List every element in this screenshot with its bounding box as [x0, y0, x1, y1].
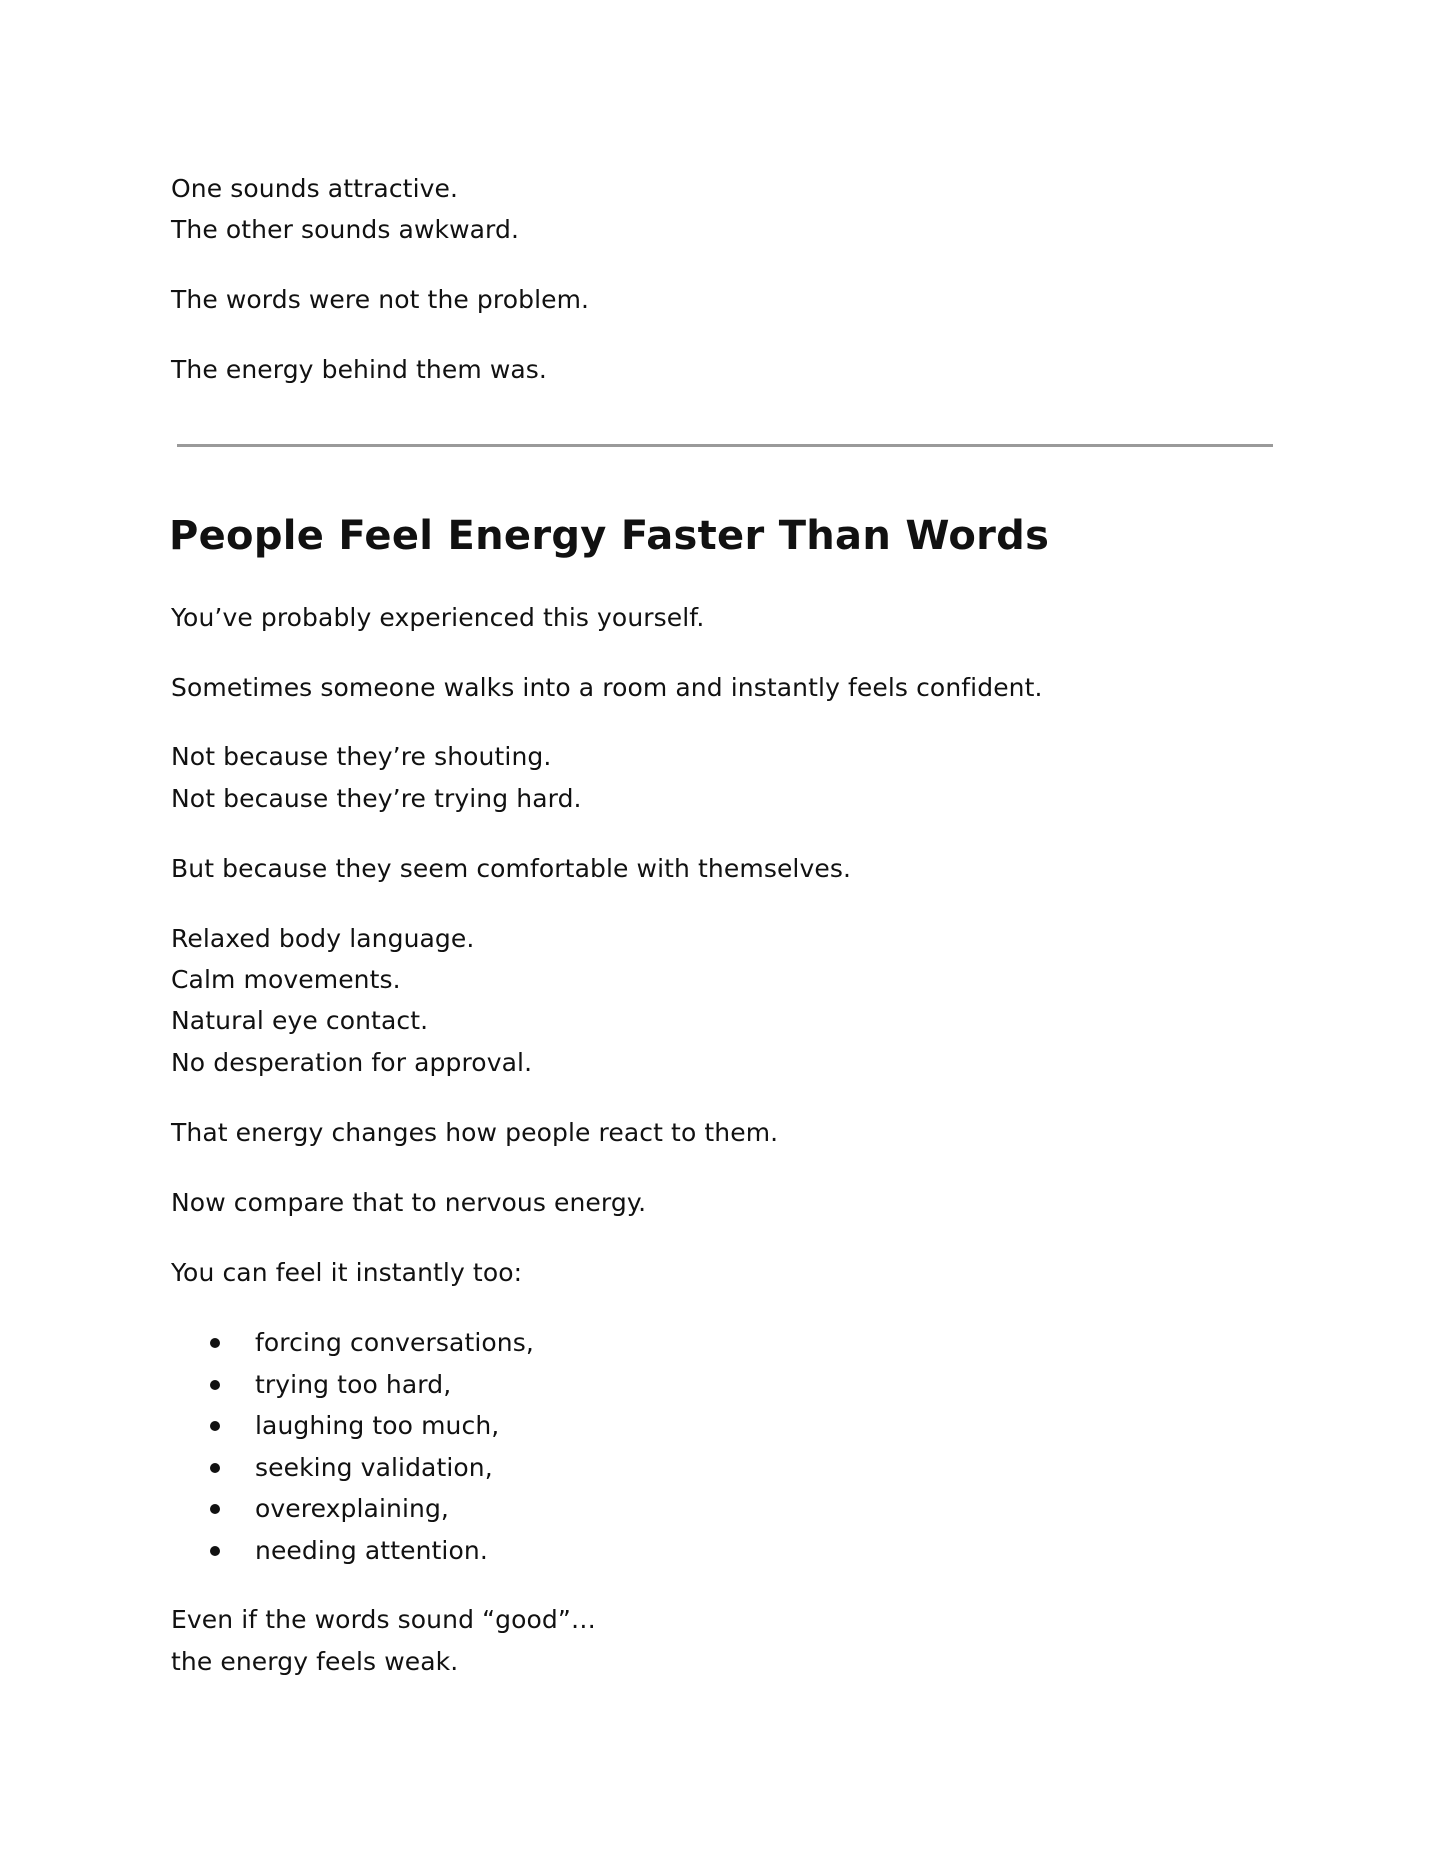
paragraph: Not because they’re shouting. [171, 742, 552, 771]
paragraph: You’ve probably experienced this yourself. [171, 603, 705, 632]
paragraph: Now compare that to nervous energy. [171, 1188, 647, 1217]
paragraph: Relaxed body language. [171, 924, 475, 953]
list-item-text: trying too hard, [255, 1370, 452, 1399]
bullet-icon [210, 1380, 220, 1390]
bullet-icon [210, 1421, 220, 1431]
paragraph: Sometimes someone walks into a room and instantly feels confident. [171, 673, 1043, 702]
horizontal-divider [177, 444, 1273, 447]
list-item-text: laughing too much, [255, 1411, 500, 1440]
bullet-icon [210, 1463, 220, 1473]
section-heading: People Feel Energy Faster Than Words [169, 513, 1050, 559]
list-item-text: forcing conversations, [255, 1328, 534, 1357]
list-item-text: needing attention. [255, 1536, 488, 1565]
bullet-icon [210, 1504, 220, 1514]
paragraph: That energy changes how people react to them. [171, 1118, 779, 1147]
closing-line: the energy feels weak. [171, 1647, 459, 1676]
text-line: The energy behind them was. [171, 355, 547, 384]
paragraph: But because they seem comfortable with themselves. [171, 854, 852, 883]
text-line: The other sounds awkward. [171, 215, 520, 244]
text-line: The words were not the problem. [171, 285, 590, 314]
closing-line: Even if the words sound “good”… [171, 1605, 597, 1634]
list-item-text: overexplaining, [255, 1494, 449, 1523]
paragraph: Calm movements. [171, 965, 401, 994]
bullet-icon [210, 1546, 220, 1556]
bullet-icon [210, 1338, 220, 1348]
paragraph: Natural eye contact. [171, 1006, 429, 1035]
list-item-text: seeking validation, [255, 1453, 493, 1482]
paragraph: Not because they’re trying hard. [171, 784, 582, 813]
paragraph: No desperation for approval. [171, 1048, 533, 1077]
paragraph: You can feel it instantly too: [171, 1258, 523, 1287]
text-line: One sounds attractive. [171, 174, 459, 203]
